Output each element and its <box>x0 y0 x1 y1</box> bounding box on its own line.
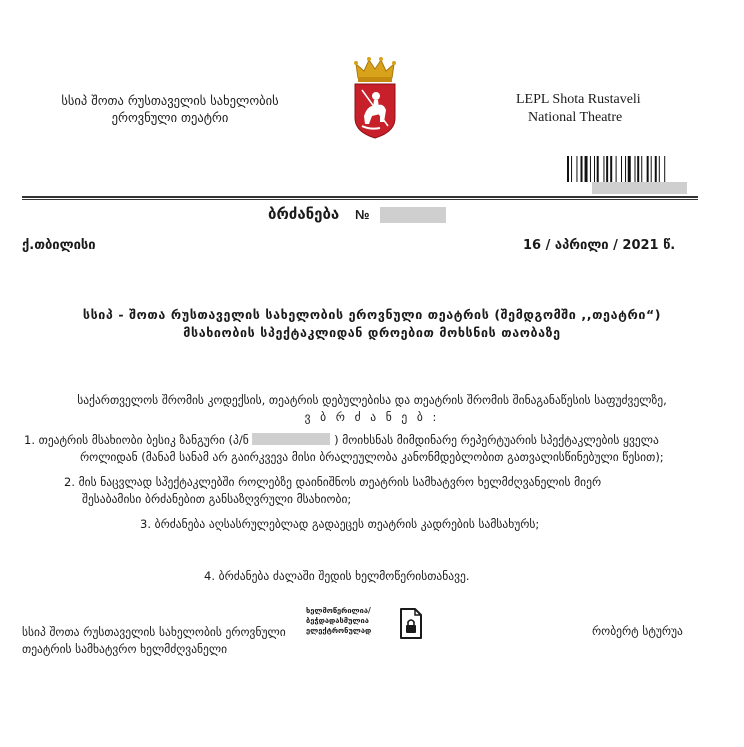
org-name-en-line2: National Theatre <box>528 110 623 125</box>
item1-text-b: ) მოიხსნას მიმდინარე რეპერტუარის სპექტაკლების ყველა <box>334 433 659 447</box>
document-lock-icon <box>398 607 424 641</box>
e-sign-line3: ელექტრონულად <box>306 626 372 635</box>
item2-text-b: შესაბამისი ბრძანებით განსაზღვრული მსახიობი; <box>82 492 352 506</box>
org-name-line2: ეროვნული თეატრი <box>111 110 229 125</box>
signatory-title <box>22 624 312 658</box>
signatory-title-line1: სსიპ შოთა რუსთაველის სახელობის ეროვნული <box>22 625 286 639</box>
preamble-verb: ვ ბ რ ძ ა ნ ე ბ : <box>304 410 440 424</box>
order-number-sign: № <box>355 207 370 222</box>
e-signature-note <box>306 606 398 636</box>
order-item-3: 3. ბრძანება აღსასრულებლად გადაეცეს თეატრის კადრების სამსახურს; <box>140 517 540 531</box>
header-divider-thin <box>22 199 698 200</box>
org-name-en-line1: LEPL Shota Rustaveli <box>516 92 641 107</box>
place: ქ.თბილისი <box>22 238 96 253</box>
order-item-2 <box>64 474 714 508</box>
order-title: ბრძანება <box>268 205 340 223</box>
item1-text-c: როლიდან (მანამ სანამ არ გაირკვევა მისი ბრალეულობა კანონმდებლობით გათვალისწინებული წესით); <box>80 450 664 464</box>
barcode <box>567 156 691 182</box>
coat-of-arms-icon <box>350 56 400 140</box>
org-name-georgian <box>30 92 310 126</box>
org-name-line1: სსიპ შოთა რუსთაველის სახელობის <box>61 93 279 108</box>
order-subject <box>22 306 722 342</box>
order-number-redaction <box>380 207 446 223</box>
header-divider <box>22 196 698 198</box>
signatory-name: რობერტ სტურუა <box>592 624 683 638</box>
order-date: 16 / აპრილი / 2021 წ. <box>523 238 676 253</box>
order-item-4: 4. ბრძანება ძალაში შედის ხელმოწერისთანავე. <box>204 569 470 583</box>
e-sign-line2: ბეჭდადასმულია <box>306 616 369 625</box>
subject-line2: მსახიობის სპექტაკლიდან დროებით მოხსნის თაობაზე <box>183 325 561 340</box>
item1-text-a: 1. თეატრის მსახიობი ბესიკ ზანგური (პ/ნ <box>24 433 249 447</box>
item2-text-a: 2. მის ნაცვლად სპექტაკლებში როლებზე დაინიშნოს თეატრის სამხატვრო ხელმძღვანელის მიერ <box>64 475 602 489</box>
preamble <box>22 392 722 426</box>
signatory-title-line2: თეატრის სამხატვრო ხელმძღვანელი <box>22 642 228 656</box>
subject-line1: სსიპ - შოთა რუსთაველის სახელობის ეროვნული თეატრის (შემდგომში ,,თეატრი“) <box>82 307 662 322</box>
order-item-1 <box>24 432 714 466</box>
personal-id-redaction <box>252 433 330 445</box>
org-name-english <box>516 91 716 127</box>
preamble-text: საქართველოს შრომის კოდექსის, თეატრის დებულებისა და თეატრის შრომის შინაგანაწესის საფუძველზე, <box>77 393 667 407</box>
barcode-number-redaction <box>592 182 687 194</box>
e-sign-line1: ხელმოწერილია/ <box>306 606 371 615</box>
